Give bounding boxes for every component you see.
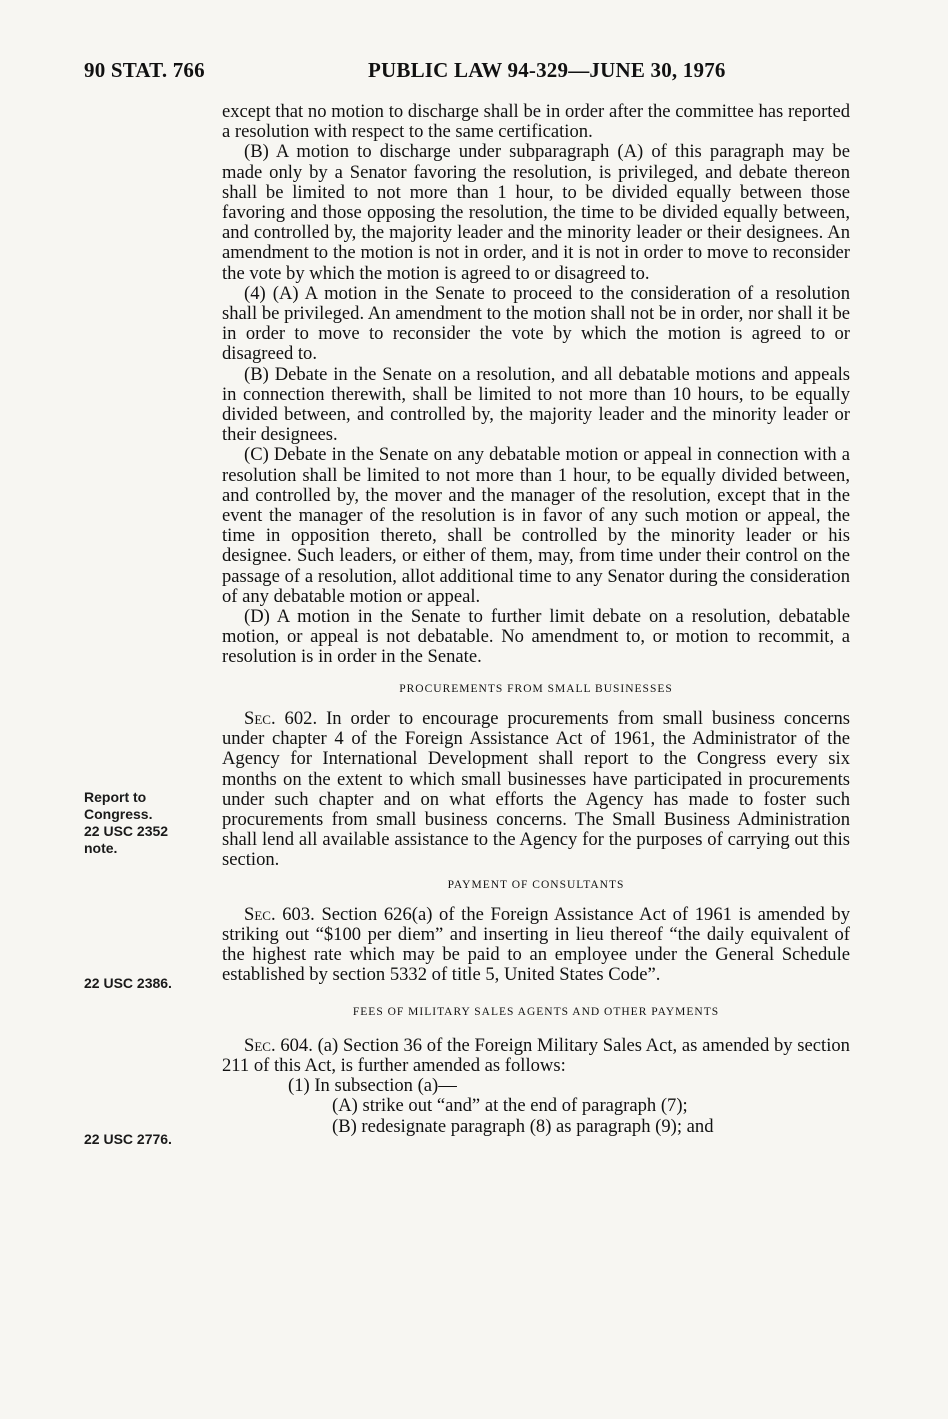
section-604 xyxy=(222,1036,850,1076)
body-text xyxy=(222,102,850,1137)
margin-note-line: note. xyxy=(84,840,118,856)
section-text: (a) Section 36 of the Foreign Military Sales Act, as amended by section 211 of this Act, is further amended as follows: xyxy=(222,1034,850,1076)
list-item: (A) strike out “and” at the end of paragraph (7); xyxy=(332,1095,688,1117)
paragraph: except that no motion to discharge shall be in order after the committee has reported a resolution with respect to the same certification. xyxy=(222,101,850,143)
margin-note-report xyxy=(84,789,168,857)
section-text: Section 626(a) of the Foreign Assistance Act of 1961 is amended by striking out “$100 per diem” and inserting in lieu thereof “the daily equivalent of the highest rate which may be paid to an employee under the General Schedule established by section 5332 of title 5, United States Code”. xyxy=(222,903,850,986)
paragraph: (B) A motion to discharge under subparagraph (A) of this paragraph may be made only by a Senator favoring the resolution, is privileged, and debate thereon shall be limited to not more than 1 hour, to be divided equally between those favoring and those opposing the resolution, the time to be divided equally between, and controlled by, the majority leader and the minority leader or their designees. An amendment to the motion is not in order, and it is not in order to move to reconsider the vote by which the motion is agreed to or disagreed to. xyxy=(222,141,850,284)
statute-page-number: 90 STAT. 766 xyxy=(84,58,205,82)
paragraph: (D) A motion in the Senate to further limit debate on a resolution, debatable motion, or appeal is not debatable. No amendment to, or motion to recommit, a resolution is in order in the Senate. xyxy=(222,606,850,668)
section-heading-procurements: PROCUREMENTS FROM SMALL BUSINESSES xyxy=(399,682,673,695)
list-item: (B) redesignate paragraph (8) as paragraph (9); and xyxy=(332,1115,714,1137)
list-item: (1) In subsection (a)— xyxy=(288,1075,457,1097)
paragraph: (C) Debate in the Senate on any debatable motion or appeal in connection with a resolution shall be limited to not more than 1 hour, to be equally divided between, and controlled by, the mover and the manager of the resolution, except that in the event the manager of the resolution is in favor of any such motion or appeal, the time in opposition thereto, shall be controlled by the minority leader or his designee. Such leaders, or either of them, may, from time under their control on the passage of a resolution, allot additional time to any Senator during the consideration of any debatable motion or appeal. xyxy=(222,444,850,607)
section-602 xyxy=(222,709,850,871)
section-label: Sec. 603. xyxy=(244,903,315,925)
margin-note-line: Congress. xyxy=(84,806,153,822)
section-heading-fees: FEES OF MILITARY SALES AGENTS AND OTHER PAYMENTS xyxy=(352,1005,720,1018)
running-header: PUBLIC LAW 94-329—JUNE 30, 1976 xyxy=(368,58,726,82)
section-label: Sec. 604. xyxy=(244,1034,313,1056)
section-text: In order to encourage procurements from small business concerns under chapter 4 of the Foreign Assistance Act of 1961, the Administrator of the Agency for International Development shall report to the Congress every six months on the extent to which small businesses have participated in procurements under such chapter and on what efforts the Agency has made to foster such procurements from small business concerns. The Small Business Administration shall lend all available assistance to the Agency for the purposes of carrying out this section. xyxy=(222,707,851,871)
section-heading-consultants: PAYMENT OF CONSULTANTS xyxy=(447,878,625,891)
paragraph: (B) Debate in the Senate on a resolution, and all debatable motions and appeals in connection therewith, shall be limited to not more than 10 hours, to be equally divided between, and controlled by, the majority leader and the minority leader or their designees. xyxy=(222,363,850,446)
margin-note-usc-2776: 22 USC 2776. xyxy=(84,1131,172,1147)
margin-note-line: Report to xyxy=(84,789,147,805)
margin-note-line: 22 USC 2352 xyxy=(84,823,169,839)
paragraph: (4) (A) A motion in the Senate to proceed to the consideration of a resolution shall be privileged. An amendment to the motion shall not be in order, nor shall it be in order to move to reconsider the vote by which the motion is agreed to or disagreed to. xyxy=(222,282,850,365)
margin-note-usc-2386: 22 USC 2386. xyxy=(84,975,172,991)
section-603 xyxy=(222,905,850,986)
section-label: Sec. 602. xyxy=(244,707,318,729)
